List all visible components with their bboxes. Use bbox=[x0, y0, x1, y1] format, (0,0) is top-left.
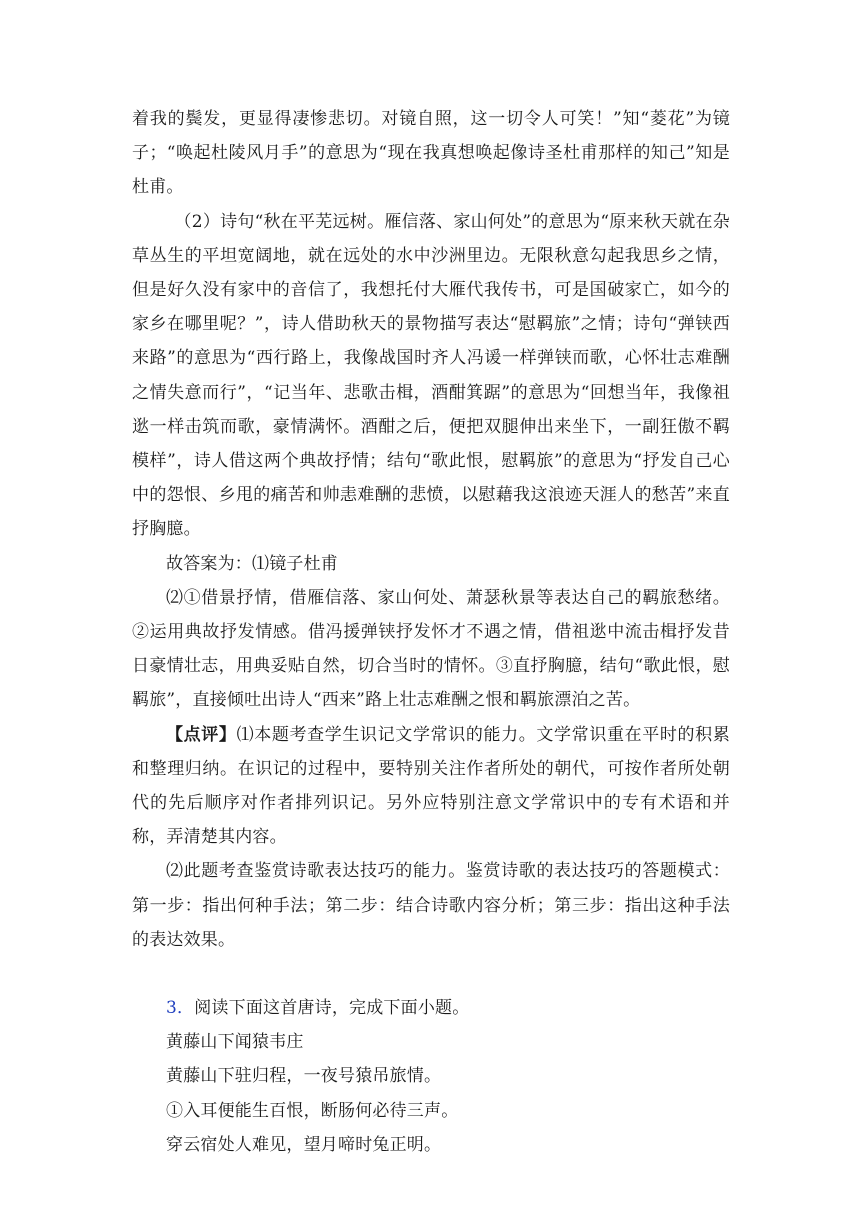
question-3-heading bbox=[132, 991, 730, 1025]
comment-paragraph-1 bbox=[132, 718, 730, 855]
section-gap bbox=[132, 957, 730, 991]
analysis-paragraph-2: （2）诗句“秋在平芜远树。雁信落、家山何处”的意思为“原来秋天就在杂草丛生的平坦宽阔地，就在远处的水中沙洲里边。无限秋意勾起我思乡之情，但是好久没有家中的音信了，我想托付大雁代我传书，可是国破家亡，如今的家乡在哪里呢？”，诗人借助秋天的景物描写表达“慰羁旅”之情；诗句“弹铗西来路”的意思为“西行路上，我像战国时齐人冯谖一样弹铗而歌，心怀壮志难酬之情失意而行”，“记当年、悲歌击楫，酒酣箕踞”的意思为“回想当年，我像祖逖一样击筑而歌，豪情满怀。酒酣之后，便把双腿伸出来坐下，一副狂傲不羁模样”，诗人借这两个典故抒情；结句“歌此恨，慰羁旅”的意思为“抒发自己心中的怨恨、乡甩的痛苦和帅恚难酬的悲愤，以慰藉我这浪迹天涯人的愁苦”来直抒胸臆。 bbox=[132, 211, 730, 540]
comment-paragraph-2: ⑵此题考查鉴赏诗歌表达技巧的能力。鉴赏诗歌的表达技巧的答题模式：第一步：指出何种手法；第二步：结合诗歌内容分析；第三步：指出这种手法的表达效果。 bbox=[132, 861, 730, 950]
answer-summary: 故答案为：⑴镜子杜甫 bbox=[166, 553, 338, 574]
question-number: 3． bbox=[166, 998, 195, 1019]
comment-text-1: ⑴本题考查学生识记文学常识的能力。文学常识重在平时的积累和整理归纳。在识记的过程中，要特别关注作者所处的朝代，可按作者所处朝代的先后顺序对作者排列识记。另外应特别注意文学常识中的专有术语和并称，弄清楚其内容。 bbox=[132, 724, 730, 848]
page-content bbox=[132, 102, 730, 1162]
poem-line-1: 黄藤山下驻归程，一夜号猿吊旅情。 bbox=[166, 1066, 442, 1087]
poem-line-2: ①入耳便能生百恨，断肠何必待三声。 bbox=[166, 1100, 459, 1121]
poem-line-3: 穿云宿处人难见，望月啼时兔正明。 bbox=[166, 1134, 442, 1155]
analysis-paragraph-1: 着我的鬓发，更显得凄惨悲切。对镜自照，这一切令人可笑！”知“菱花”为镜子；“唤起杜陵风月手”的意思为“现在我真想唤起像诗圣杜甫那样的知己”知是杜甫。 bbox=[132, 109, 730, 198]
question-prompt: 阅读下面这首唐诗，完成下面小题。 bbox=[194, 998, 470, 1019]
answer-detail: ⑵①借景抒情，借雁信落、家山何处、萧瑟秋景等表达自己的羁旅愁绪。②运用典故抒发情感。借冯援弹铗抒发怀才不遇之情，借祖逖中流击楫抒发昔日豪情壮志，用典妥贴自然，切合当时的情怀。③直抒胸臆，结句“歌此恨，慰羁旅”，直接倾吐出诗人“西来”路上壮志难酬之恨和羁旅漂泊之苦。 bbox=[132, 587, 730, 711]
comment-label: 【点评】 bbox=[166, 724, 237, 745]
poem-title: 黄藤山下闻猿韦庄 bbox=[166, 1032, 304, 1053]
